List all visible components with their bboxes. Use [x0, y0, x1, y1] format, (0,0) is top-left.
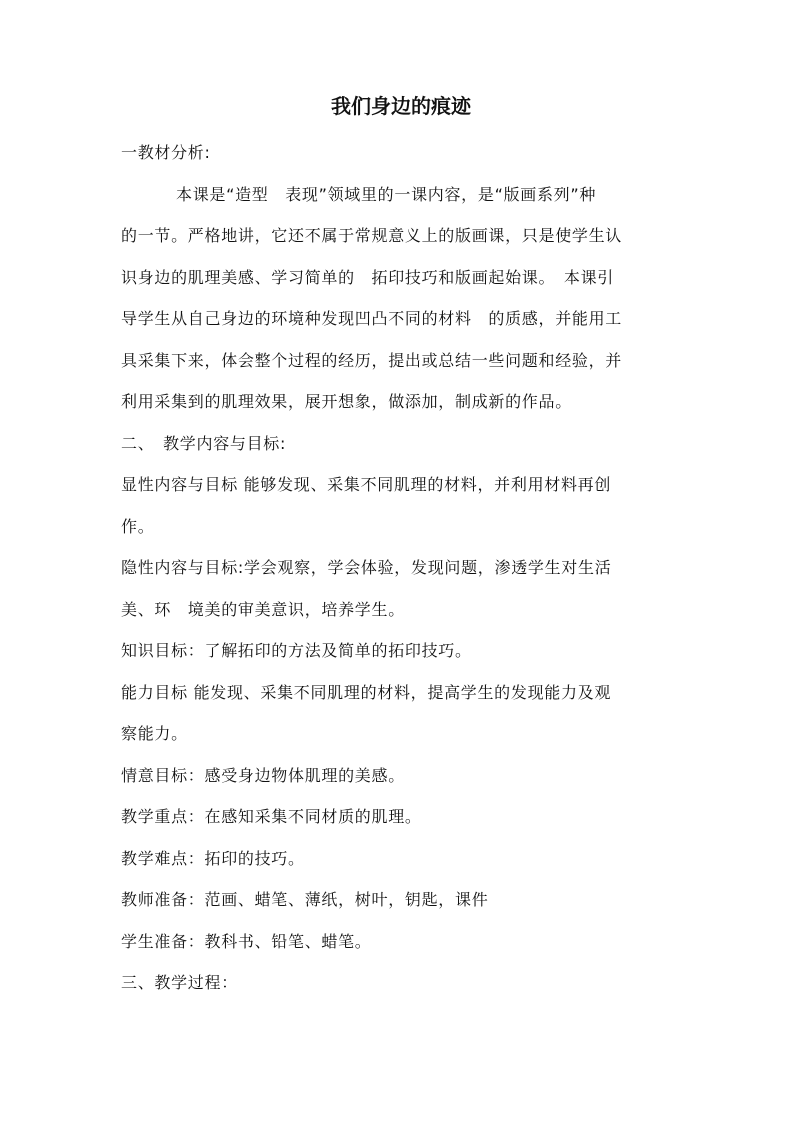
- paragraph-line: 教学重点：在感知采集不同材质的肌理。: [121, 807, 422, 826]
- paragraph-line: 知识目标：了解拓印的方法及简单的拓印技巧。: [121, 641, 472, 660]
- section-heading-teaching-process: 三、教学过程：: [121, 973, 238, 992]
- document-title: 我们身边的痕迹: [331, 94, 471, 118]
- paragraph-line: 显性内容与目标 能够发现、采集不同肌理的材料，并利用材料再创: [121, 475, 612, 494]
- paragraph-line: 能力目标 能发现、采集不同肌理的材料，提高学生的发现能力及观: [121, 682, 612, 702]
- paragraph-line: 教学难点：拓印的技巧。: [121, 848, 305, 868]
- paragraph-line: 学生准备：教科书、铅笔、蜡笔。: [121, 931, 372, 951]
- paragraph-line: 情意目标：感受身边物体肌理的美感。: [121, 765, 405, 785]
- paragraph-line: 作。: [121, 516, 155, 536]
- document-content: [121, 132, 681, 1004]
- paragraph-line: 具采集下来，体会整个过程的经历，提出或总结一些问题和经验，并: [121, 350, 623, 370]
- document-body: [121, 88, 681, 1004]
- section-heading-textbook-analysis: 一教材分析:: [121, 143, 211, 162]
- section-heading-content-goals: 二、 教学内容与目标:: [121, 433, 287, 453]
- paragraph-line: 教师准备：范画、蜡笔、薄纸，树叶，钥匙，课件: [121, 890, 489, 909]
- paragraph-line: 识身边的肌理美感、学习简单的 拓印技巧和版画起始课。 本课引: [121, 267, 615, 287]
- paragraph-line: 察能力。: [121, 724, 188, 743]
- paragraph-line: 利用采集到的肌理效果，展开想象，做添加，制成新的作品。: [121, 392, 572, 411]
- paragraph-line: 美、环 境美的审美意识，培养学生。: [121, 599, 405, 619]
- paragraph-line: 隐性内容与目标:学会观察，学会体验，发现问题，渗透学生对生活: [121, 558, 612, 577]
- paragraph-line: 本课是“造型 表现”领域里的一课内容，是“版画系列”种: [176, 184, 597, 204]
- paragraph-line: 的一节。严格地讲，它还不属于常规意义上的版画课，只是使学生认: [121, 226, 623, 245]
- paragraph-line: 导学生从自己身边的环境种发现凹凸不同的材料 的质感，并能用工: [121, 309, 623, 328]
